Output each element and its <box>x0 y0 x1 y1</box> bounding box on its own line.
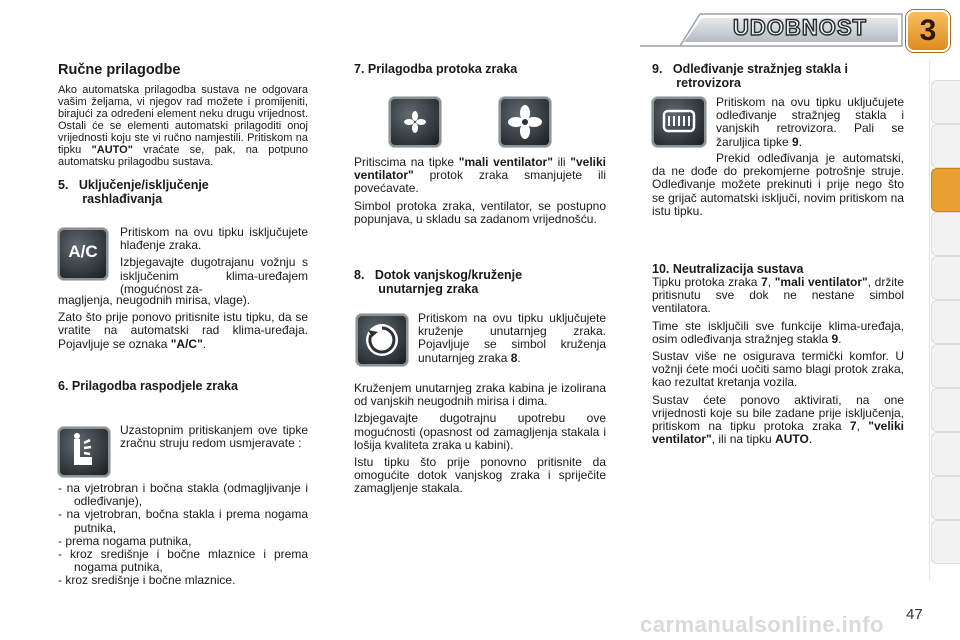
small-fan-icon <box>389 97 441 147</box>
section-9-body <box>716 96 904 153</box>
section-title-manual: Ručne prilagodbe <box>58 62 181 78</box>
seat-airflow-icon <box>58 427 110 477</box>
heading-8: 8. Dotok vanjskog/kruženje unutarnjeg zraka <box>354 268 523 297</box>
s5-p2-end: magljenja, neugodnih mirisa, vlage). <box>58 293 251 307</box>
small-fan-button <box>389 97 441 147</box>
list-item: - kroz središnje i bočne mlaznice i prema nogama putnika, <box>58 547 308 575</box>
section-9-body-wide <box>652 152 904 450</box>
section-8-body <box>418 312 606 369</box>
s8-p3: Izbjegavajte dugotrajnu upotrebu ove mogućnosti (opasnost od zamagljenja stakala i lošija kvaliteta zraka u kabini). <box>354 411 606 452</box>
side-tab-5[interactable] <box>931 256 960 300</box>
header-banner <box>640 8 950 48</box>
header-title: UDOBNOST <box>733 15 867 40</box>
section-5-body-wide <box>58 294 308 393</box>
s8-p2: Kruženjem unutarnjeg zraka kabina je izolirana od vanjskih neugodnih mirisa i dima. <box>354 381 606 409</box>
chapter-badge <box>906 10 950 52</box>
side-tab-4[interactable] <box>931 212 960 256</box>
recirculation-icon <box>356 314 408 366</box>
side-tab-1[interactable] <box>931 80 960 124</box>
heading-9: 9. Odleđivanje stražnjeg stakla i retrovizora <box>652 62 848 90</box>
s5-p3: Zato što prije ponovo pritisnite istu tipku, da se vratite na automatski rad klima-uređaja. Pojavljuje se oznaka "A/C". <box>58 310 308 351</box>
s8-p1: Pritiskom na ovu tipku uključujete kruženje unutarnjeg zraka. Pojavljuje se simbol kruženja unutarnjeg zraka 8. <box>418 311 606 365</box>
column-right <box>652 62 904 90</box>
s10-p1: Tipku protoka zraka 7, "mali ventilator", držite pritisnutu sve dok ne nestane simbol ventilatora. <box>652 275 904 316</box>
column-middle <box>354 62 606 76</box>
section-8-body-wide <box>354 382 606 500</box>
rear-defrost-icon <box>652 97 706 147</box>
section-7-body <box>354 156 606 296</box>
section-5-body <box>120 226 308 296</box>
s5-p1: Pritiskom na ovu tipku isključujete hlađenje zraka. <box>120 225 308 253</box>
side-tab-active[interactable] <box>931 168 960 212</box>
s10-p2: Time ste isključili sve funkcije klima-uređaja, osim odleđivanja stražnjeg stakla 9. <box>652 318 904 346</box>
s7-p2: Simbol protoka zraka, ventilator, se postupno popunjava, u skladu sa zadanom vrijednošću. <box>354 198 606 226</box>
side-tab-8[interactable] <box>931 388 960 432</box>
side-tab-2[interactable] <box>931 124 960 168</box>
list-item: - kroz središnje i bočne mlaznice. <box>58 573 236 588</box>
list-item: - na vjetrobran, bočna stakla i prema nogama putnika, <box>58 507 308 535</box>
s10-p4: Sustav ćete ponovo aktivirati, na one vrijednosti koje su bile zadane prije isključenja, pritiskom na tipku protoka zraka 7, "veliki ventilator", ili na tipku AUTO. <box>652 392 904 447</box>
s8-p4: Istu tipku što prije ponovno pritisnite da omogućite dotok vanjskog zraka i spriječite zamagljenje stakala. <box>354 455 606 496</box>
heading-6: 6. Prilagodba raspodjele zraka <box>58 378 238 393</box>
column-left <box>58 62 308 206</box>
large-fan-icon <box>499 97 551 147</box>
list-item: - na vjetrobran i bočna stakla (odmagljivanje i odleđivanje), <box>58 481 308 509</box>
s7-p1: Pritiscima na tipke "mali ventilator" ili "veliki ventilator" protok zraka smanjujete ili povećavate. <box>354 155 606 196</box>
intro-paragraph: Ako automatska prilagodba sustava ne odgovara vašim željama, vi njegov rad možete i promijeniti, birajući za određeni element neku drugu vrijednost. Ostali će se elementi automatski prilagoditi onoj vrijednosti koju ste vi ručno namjestili. Pritiskom na tipku "AUTO" vraćate se, pak, na potpuno automatsku prilagodbu sustava. <box>58 84 308 168</box>
heading-7: 7. Prilagodba protoka zraka <box>354 62 518 76</box>
s9-p2: Prekid odleđivanja je automatski, da ne dođe do prekomjerne potrošnje struje. Odleđivanje možete prekinuti i prije nego što se grijač automatski isključi, novim pritiskom na istu tipku. <box>652 151 904 218</box>
s10-p3: Sustav više ne osigurava termički komfor. U vožnji ćete moći uočiti samo blagi protok zraka, kao rezultat kretanja vozila. <box>652 349 904 390</box>
side-tab-7[interactable] <box>931 344 960 388</box>
chapter-number: 3 <box>919 14 937 47</box>
side-tab-11[interactable] <box>931 520 960 564</box>
recirculation-button <box>356 314 408 366</box>
heading-5: 5. Uključenje/isključenje rashlađivanja <box>58 178 209 206</box>
heading-10: 10. Neutralizacija sustava <box>652 262 804 277</box>
s9-p1: Pritiskom na ovu tipku uključujete odleđivanje stražnjeg stakla i vanjskih retrovizora. Pali se žaruljica tipke 9. <box>716 95 904 149</box>
page-number: 47 <box>906 606 923 623</box>
section-6-body <box>120 424 308 454</box>
side-tab-10[interactable] <box>931 476 960 520</box>
ac-icon-label: A/C <box>68 242 98 261</box>
s5-p2-start: Izbjegavajte dugotrajanu vožnju s isključenim klima-uređajem (mogućnost za- <box>120 255 308 296</box>
side-tab-9[interactable] <box>931 432 960 476</box>
side-tab-6[interactable] <box>931 300 960 344</box>
s6-p1: Uzastopnim pritiskanjem ove tipke zračnu struju redom usmjeravate : <box>120 423 308 451</box>
air-distribution-icon <box>58 427 110 477</box>
ac-button-icon <box>58 228 108 280</box>
watermark: carmanualsonline.info <box>640 612 884 637</box>
rear-defrost-button <box>652 97 706 147</box>
large-fan-button <box>499 97 551 147</box>
air-distribution-list <box>58 482 308 588</box>
list-item: - prema nogama putnika, <box>58 533 192 548</box>
